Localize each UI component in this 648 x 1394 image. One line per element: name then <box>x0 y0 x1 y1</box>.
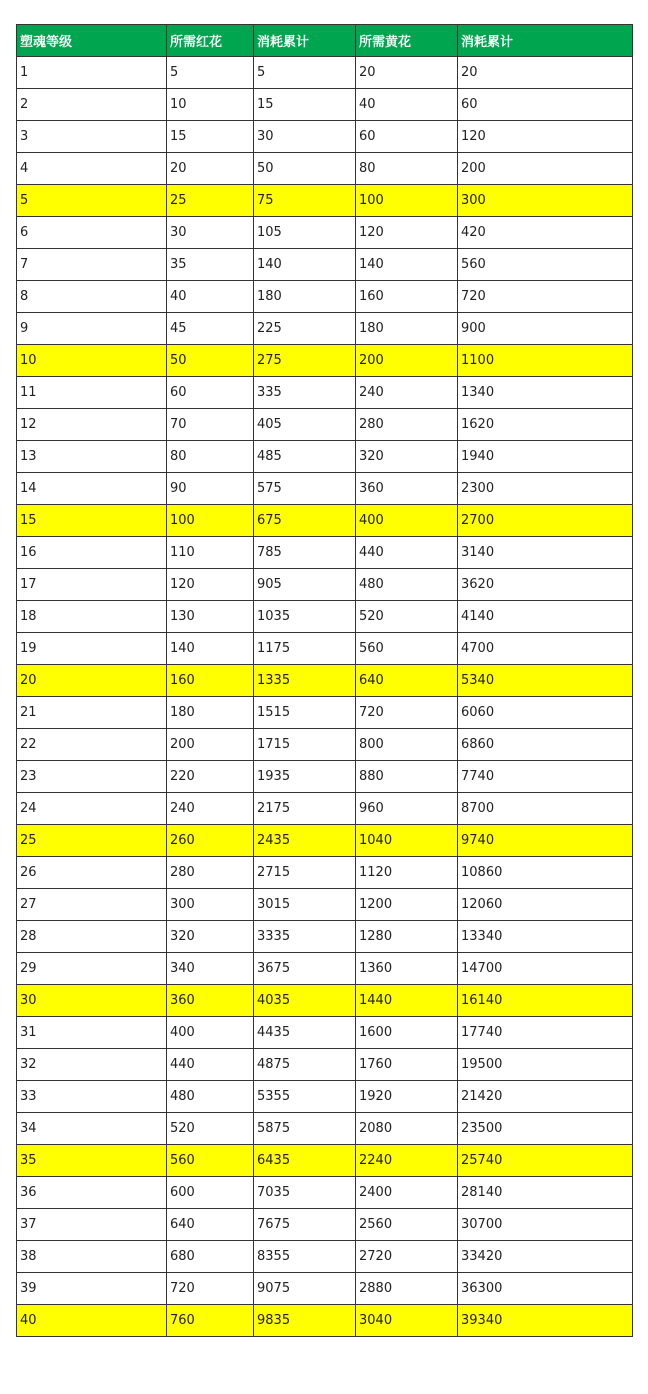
table-row <box>17 697 633 729</box>
table-row <box>17 729 633 761</box>
cell-red-cumulative: 5355 <box>254 1081 356 1113</box>
cell-red-required: 45 <box>167 313 254 345</box>
soul-upgrade-table <box>16 24 633 1337</box>
cell-yellow-required: 2880 <box>356 1273 458 1305</box>
cell-red-required: 90 <box>167 473 254 505</box>
cell-level: 22 <box>17 729 167 761</box>
cell-level: 9 <box>17 313 167 345</box>
cell-red-cumulative: 1175 <box>254 633 356 665</box>
table-row <box>17 1145 633 1177</box>
table-row <box>17 1305 633 1337</box>
header-red-flower-cumulative: 消耗累计 <box>254 25 356 57</box>
cell-yellow-cumulative: 21420 <box>458 1081 633 1113</box>
cell-red-required: 340 <box>167 953 254 985</box>
table-row <box>17 217 633 249</box>
cell-level: 2 <box>17 89 167 121</box>
cell-red-cumulative: 785 <box>254 537 356 569</box>
cell-red-required: 160 <box>167 665 254 697</box>
cell-red-cumulative: 2715 <box>254 857 356 889</box>
cell-red-cumulative: 1515 <box>254 697 356 729</box>
cell-yellow-cumulative: 4140 <box>458 601 633 633</box>
cell-level: 39 <box>17 1273 167 1305</box>
cell-yellow-required: 400 <box>356 505 458 537</box>
table-row <box>17 313 633 345</box>
cell-yellow-cumulative: 23500 <box>458 1113 633 1145</box>
cell-yellow-cumulative: 720 <box>458 281 633 313</box>
cell-yellow-required: 80 <box>356 153 458 185</box>
cell-red-required: 220 <box>167 761 254 793</box>
cell-level: 13 <box>17 441 167 473</box>
cell-level: 27 <box>17 889 167 921</box>
table-row <box>17 409 633 441</box>
cell-yellow-required: 320 <box>356 441 458 473</box>
table-row <box>17 473 633 505</box>
cell-red-cumulative: 7675 <box>254 1209 356 1241</box>
cell-red-cumulative: 15 <box>254 89 356 121</box>
header-level: 塑魂等级 <box>17 25 167 57</box>
cell-yellow-cumulative: 3140 <box>458 537 633 569</box>
cell-red-required: 20 <box>167 153 254 185</box>
cell-yellow-required: 960 <box>356 793 458 825</box>
cell-yellow-cumulative: 60 <box>458 89 633 121</box>
table-row <box>17 665 633 697</box>
cell-yellow-required: 640 <box>356 665 458 697</box>
cell-red-cumulative: 405 <box>254 409 356 441</box>
cell-yellow-cumulative: 12060 <box>458 889 633 921</box>
cell-yellow-cumulative: 300 <box>458 185 633 217</box>
cell-level: 1 <box>17 57 167 89</box>
cell-yellow-cumulative: 2700 <box>458 505 633 537</box>
table-row <box>17 281 633 313</box>
cell-yellow-required: 200 <box>356 345 458 377</box>
cell-red-cumulative: 1715 <box>254 729 356 761</box>
cell-level: 20 <box>17 665 167 697</box>
table-row <box>17 825 633 857</box>
cell-level: 35 <box>17 1145 167 1177</box>
table-row <box>17 1273 633 1305</box>
table-row <box>17 57 633 89</box>
cell-yellow-cumulative: 4700 <box>458 633 633 665</box>
cell-yellow-required: 140 <box>356 249 458 281</box>
cell-yellow-required: 560 <box>356 633 458 665</box>
cell-red-required: 360 <box>167 985 254 1017</box>
cell-yellow-required: 1040 <box>356 825 458 857</box>
cell-red-cumulative: 1335 <box>254 665 356 697</box>
header-row <box>17 25 633 57</box>
cell-level: 29 <box>17 953 167 985</box>
cell-red-required: 50 <box>167 345 254 377</box>
cell-yellow-required: 1920 <box>356 1081 458 1113</box>
cell-red-required: 10 <box>167 89 254 121</box>
cell-red-cumulative: 6435 <box>254 1145 356 1177</box>
cell-red-cumulative: 225 <box>254 313 356 345</box>
cell-level: 3 <box>17 121 167 153</box>
cell-red-required: 15 <box>167 121 254 153</box>
cell-yellow-cumulative: 25740 <box>458 1145 633 1177</box>
cell-yellow-required: 880 <box>356 761 458 793</box>
table-row <box>17 441 633 473</box>
cell-yellow-required: 1120 <box>356 857 458 889</box>
cell-level: 26 <box>17 857 167 889</box>
cell-yellow-required: 120 <box>356 217 458 249</box>
cell-red-cumulative: 8355 <box>254 1241 356 1273</box>
cell-yellow-required: 360 <box>356 473 458 505</box>
cell-level: 28 <box>17 921 167 953</box>
cell-red-required: 520 <box>167 1113 254 1145</box>
cell-red-required: 130 <box>167 601 254 633</box>
cell-red-required: 60 <box>167 377 254 409</box>
cell-level: 33 <box>17 1081 167 1113</box>
cell-red-cumulative: 2435 <box>254 825 356 857</box>
table-row <box>17 761 633 793</box>
cell-level: 10 <box>17 345 167 377</box>
cell-level: 31 <box>17 1017 167 1049</box>
table-row <box>17 505 633 537</box>
cell-level: 23 <box>17 761 167 793</box>
cell-yellow-cumulative: 120 <box>458 121 633 153</box>
cell-yellow-required: 520 <box>356 601 458 633</box>
cell-yellow-required: 1280 <box>356 921 458 953</box>
cell-level: 21 <box>17 697 167 729</box>
cell-yellow-cumulative: 6060 <box>458 697 633 729</box>
cell-red-required: 260 <box>167 825 254 857</box>
cell-yellow-cumulative: 1100 <box>458 345 633 377</box>
table-body <box>17 57 633 1337</box>
cell-level: 14 <box>17 473 167 505</box>
table-row <box>17 1049 633 1081</box>
cell-level: 18 <box>17 601 167 633</box>
cell-yellow-cumulative: 6860 <box>458 729 633 761</box>
cell-red-required: 70 <box>167 409 254 441</box>
cell-red-cumulative: 7035 <box>254 1177 356 1209</box>
cell-level: 12 <box>17 409 167 441</box>
cell-level: 36 <box>17 1177 167 1209</box>
cell-red-cumulative: 5 <box>254 57 356 89</box>
table-header <box>17 25 633 57</box>
cell-yellow-cumulative: 19500 <box>458 1049 633 1081</box>
cell-level: 7 <box>17 249 167 281</box>
cell-level: 4 <box>17 153 167 185</box>
cell-red-required: 240 <box>167 793 254 825</box>
cell-yellow-cumulative: 13340 <box>458 921 633 953</box>
cell-level: 37 <box>17 1209 167 1241</box>
cell-red-required: 320 <box>167 921 254 953</box>
cell-yellow-required: 2240 <box>356 1145 458 1177</box>
table-row <box>17 985 633 1017</box>
cell-red-required: 720 <box>167 1273 254 1305</box>
cell-yellow-cumulative: 20 <box>458 57 633 89</box>
table-row <box>17 1113 633 1145</box>
cell-yellow-cumulative: 39340 <box>458 1305 633 1337</box>
cell-level: 5 <box>17 185 167 217</box>
cell-red-required: 110 <box>167 537 254 569</box>
cell-red-required: 180 <box>167 697 254 729</box>
cell-red-cumulative: 75 <box>254 185 356 217</box>
cell-red-required: 560 <box>167 1145 254 1177</box>
cell-level: 6 <box>17 217 167 249</box>
table-row <box>17 345 633 377</box>
cell-red-required: 35 <box>167 249 254 281</box>
cell-yellow-required: 2400 <box>356 1177 458 1209</box>
cell-red-cumulative: 4435 <box>254 1017 356 1049</box>
table-row <box>17 537 633 569</box>
cell-yellow-cumulative: 17740 <box>458 1017 633 1049</box>
cell-red-cumulative: 105 <box>254 217 356 249</box>
cell-level: 17 <box>17 569 167 601</box>
cell-yellow-required: 800 <box>356 729 458 761</box>
cell-yellow-cumulative: 36300 <box>458 1273 633 1305</box>
cell-red-required: 25 <box>167 185 254 217</box>
table-row <box>17 1241 633 1273</box>
cell-yellow-cumulative: 1940 <box>458 441 633 473</box>
cell-yellow-required: 1440 <box>356 985 458 1017</box>
cell-level: 24 <box>17 793 167 825</box>
cell-red-cumulative: 140 <box>254 249 356 281</box>
cell-yellow-cumulative: 28140 <box>458 1177 633 1209</box>
cell-level: 30 <box>17 985 167 1017</box>
cell-level: 15 <box>17 505 167 537</box>
cell-yellow-required: 480 <box>356 569 458 601</box>
table-row <box>17 633 633 665</box>
cell-yellow-required: 1200 <box>356 889 458 921</box>
table-row <box>17 889 633 921</box>
cell-red-cumulative: 275 <box>254 345 356 377</box>
cell-red-required: 5 <box>167 57 254 89</box>
table-row <box>17 793 633 825</box>
cell-yellow-cumulative: 5340 <box>458 665 633 697</box>
cell-red-required: 280 <box>167 857 254 889</box>
cell-yellow-cumulative: 1340 <box>458 377 633 409</box>
cell-yellow-cumulative: 16140 <box>458 985 633 1017</box>
table-row <box>17 1017 633 1049</box>
table-row <box>17 1209 633 1241</box>
cell-red-required: 100 <box>167 505 254 537</box>
cell-red-cumulative: 3335 <box>254 921 356 953</box>
cell-red-required: 640 <box>167 1209 254 1241</box>
cell-red-required: 440 <box>167 1049 254 1081</box>
cell-level: 38 <box>17 1241 167 1273</box>
cell-level: 34 <box>17 1113 167 1145</box>
cell-red-required: 760 <box>167 1305 254 1337</box>
cell-red-required: 400 <box>167 1017 254 1049</box>
cell-level: 25 <box>17 825 167 857</box>
cell-red-required: 600 <box>167 1177 254 1209</box>
cell-yellow-cumulative: 3620 <box>458 569 633 601</box>
cell-yellow-required: 3040 <box>356 1305 458 1337</box>
cell-red-cumulative: 1935 <box>254 761 356 793</box>
cell-yellow-required: 1360 <box>356 953 458 985</box>
table-container <box>16 24 632 1337</box>
header-red-flower-required: 所需红花 <box>167 25 254 57</box>
table-row <box>17 377 633 409</box>
cell-red-cumulative: 2175 <box>254 793 356 825</box>
cell-yellow-cumulative: 14700 <box>458 953 633 985</box>
cell-red-required: 30 <box>167 217 254 249</box>
cell-red-cumulative: 485 <box>254 441 356 473</box>
cell-red-cumulative: 3675 <box>254 953 356 985</box>
cell-yellow-required: 720 <box>356 697 458 729</box>
cell-red-required: 480 <box>167 1081 254 1113</box>
table-row <box>17 89 633 121</box>
cell-red-cumulative: 5875 <box>254 1113 356 1145</box>
cell-yellow-required: 2080 <box>356 1113 458 1145</box>
cell-red-cumulative: 180 <box>254 281 356 313</box>
cell-yellow-required: 1760 <box>356 1049 458 1081</box>
cell-red-required: 40 <box>167 281 254 313</box>
cell-level: 8 <box>17 281 167 313</box>
cell-yellow-required: 440 <box>356 537 458 569</box>
cell-yellow-cumulative: 8700 <box>458 793 633 825</box>
cell-level: 19 <box>17 633 167 665</box>
cell-red-cumulative: 575 <box>254 473 356 505</box>
cell-level: 16 <box>17 537 167 569</box>
table-row <box>17 921 633 953</box>
cell-red-required: 300 <box>167 889 254 921</box>
cell-yellow-required: 160 <box>356 281 458 313</box>
cell-yellow-required: 20 <box>356 57 458 89</box>
table-row <box>17 1177 633 1209</box>
cell-red-cumulative: 4035 <box>254 985 356 1017</box>
cell-yellow-cumulative: 33420 <box>458 1241 633 1273</box>
table-row <box>17 185 633 217</box>
cell-red-cumulative: 335 <box>254 377 356 409</box>
cell-yellow-cumulative: 900 <box>458 313 633 345</box>
cell-yellow-required: 280 <box>356 409 458 441</box>
table-row <box>17 953 633 985</box>
table-row <box>17 1081 633 1113</box>
cell-red-cumulative: 9835 <box>254 1305 356 1337</box>
cell-yellow-cumulative: 30700 <box>458 1209 633 1241</box>
header-yellow-flower-cumulative: 消耗累计 <box>458 25 633 57</box>
cell-level: 40 <box>17 1305 167 1337</box>
cell-red-required: 140 <box>167 633 254 665</box>
cell-red-required: 200 <box>167 729 254 761</box>
table-row <box>17 249 633 281</box>
cell-yellow-required: 2720 <box>356 1241 458 1273</box>
cell-yellow-cumulative: 1620 <box>458 409 633 441</box>
cell-yellow-cumulative: 2300 <box>458 473 633 505</box>
cell-yellow-cumulative: 9740 <box>458 825 633 857</box>
cell-yellow-required: 180 <box>356 313 458 345</box>
cell-yellow-cumulative: 420 <box>458 217 633 249</box>
table-row <box>17 857 633 889</box>
cell-yellow-cumulative: 10860 <box>458 857 633 889</box>
cell-yellow-cumulative: 200 <box>458 153 633 185</box>
cell-red-cumulative: 675 <box>254 505 356 537</box>
cell-red-cumulative: 9075 <box>254 1273 356 1305</box>
cell-level: 11 <box>17 377 167 409</box>
table-row <box>17 121 633 153</box>
cell-yellow-required: 100 <box>356 185 458 217</box>
cell-red-cumulative: 4875 <box>254 1049 356 1081</box>
table-row <box>17 153 633 185</box>
cell-yellow-cumulative: 560 <box>458 249 633 281</box>
cell-red-cumulative: 905 <box>254 569 356 601</box>
table-row <box>17 569 633 601</box>
cell-yellow-required: 40 <box>356 89 458 121</box>
cell-red-required: 680 <box>167 1241 254 1273</box>
cell-red-required: 80 <box>167 441 254 473</box>
cell-level: 32 <box>17 1049 167 1081</box>
cell-yellow-cumulative: 7740 <box>458 761 633 793</box>
table-row <box>17 601 633 633</box>
header-yellow-flower-required: 所需黄花 <box>356 25 458 57</box>
cell-red-cumulative: 1035 <box>254 601 356 633</box>
cell-yellow-required: 1600 <box>356 1017 458 1049</box>
cell-red-cumulative: 30 <box>254 121 356 153</box>
cell-yellow-required: 60 <box>356 121 458 153</box>
cell-red-required: 120 <box>167 569 254 601</box>
cell-red-cumulative: 3015 <box>254 889 356 921</box>
cell-yellow-required: 2560 <box>356 1209 458 1241</box>
cell-yellow-required: 240 <box>356 377 458 409</box>
cell-red-cumulative: 50 <box>254 153 356 185</box>
